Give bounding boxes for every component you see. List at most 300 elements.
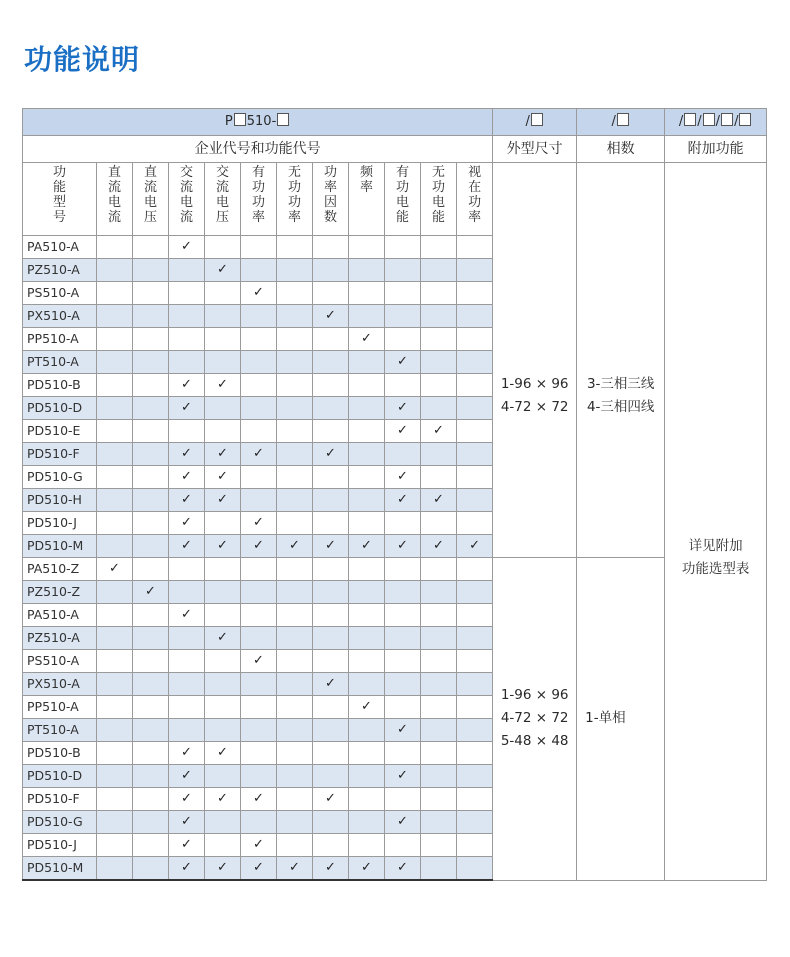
- code-format-cell: [23, 109, 493, 136]
- check-cell: [205, 765, 241, 788]
- function-header-cell: [241, 163, 277, 236]
- check-cell: [241, 719, 277, 742]
- check-cell: [133, 259, 169, 282]
- check-cell: [97, 374, 133, 397]
- model-cell: PA510-Z: [23, 558, 97, 581]
- check-cell: [205, 397, 241, 420]
- check-cell: [277, 374, 313, 397]
- check-icon: ✓: [325, 860, 336, 875]
- phase-option: 3-三相三线: [586, 376, 655, 393]
- check-cell: [133, 305, 169, 328]
- check-cell: [241, 581, 277, 604]
- check-cell: [97, 512, 133, 535]
- check-icon: ✓: [217, 538, 228, 553]
- extra-code-slash: /: [734, 114, 739, 129]
- check-cell: [349, 351, 385, 374]
- size-cell: [493, 163, 577, 236]
- check-cell: [313, 282, 349, 305]
- check-icon: ✓: [433, 538, 444, 553]
- check-cell: [421, 420, 457, 443]
- check-cell: [97, 397, 133, 420]
- check-cell: [241, 535, 277, 558]
- check-cell: [421, 765, 457, 788]
- check-icon: ✓: [397, 768, 408, 783]
- check-cell: [205, 535, 241, 558]
- check-cell: [277, 696, 313, 719]
- check-cell: [421, 627, 457, 650]
- check-cell: [169, 328, 205, 351]
- check-cell: [421, 489, 457, 512]
- model-cell: PS510-A: [23, 650, 97, 673]
- size-option: 5-48 × 48: [500, 733, 569, 750]
- check-cell: [457, 351, 493, 374]
- code-prefix: P: [224, 114, 233, 129]
- placeholder-box-icon: [721, 113, 733, 126]
- check-cell: [97, 604, 133, 627]
- check-cell: [349, 282, 385, 305]
- check-cell: [205, 581, 241, 604]
- function-header-label: 功率因数: [324, 165, 338, 225]
- check-cell: [97, 236, 133, 259]
- check-cell: [457, 673, 493, 696]
- check-cell: [349, 328, 385, 351]
- extra-cell: [665, 163, 767, 236]
- check-cell: [205, 420, 241, 443]
- check-cell: [349, 489, 385, 512]
- check-cell: [421, 811, 457, 834]
- model-cell: PX510-A: [23, 673, 97, 696]
- check-cell: [457, 558, 493, 581]
- function-header-label: 频率: [360, 165, 374, 195]
- check-cell: [277, 604, 313, 627]
- check-cell: [169, 351, 205, 374]
- model-cell: PA510-A: [23, 604, 97, 627]
- extra-note: 详见附加: [688, 537, 743, 554]
- check-cell: [421, 397, 457, 420]
- check-cell: [205, 512, 241, 535]
- check-icon: ✓: [181, 860, 192, 875]
- check-cell: [349, 834, 385, 857]
- check-icon: ✓: [325, 446, 336, 461]
- check-cell: [97, 535, 133, 558]
- check-cell: [457, 811, 493, 834]
- check-cell: [205, 259, 241, 282]
- check-cell: [313, 328, 349, 351]
- check-cell: [349, 650, 385, 673]
- check-icon: ✓: [253, 791, 264, 806]
- check-cell: [421, 282, 457, 305]
- check-cell: [421, 604, 457, 627]
- check-cell: [169, 650, 205, 673]
- function-header-label: 直流电压: [144, 165, 158, 225]
- check-cell: [97, 351, 133, 374]
- check-icon: ✓: [217, 377, 228, 392]
- check-icon: ✓: [397, 400, 408, 415]
- function-header-row: [23, 163, 767, 236]
- function-header-cell: [97, 163, 133, 236]
- check-icon: ✓: [397, 722, 408, 737]
- function-header-label: 直流电流: [108, 165, 122, 225]
- check-cell: [349, 236, 385, 259]
- check-icon: ✓: [325, 676, 336, 691]
- check-cell: [313, 489, 349, 512]
- model-cell: PD510-G: [23, 466, 97, 489]
- check-cell: [241, 627, 277, 650]
- check-cell: [169, 397, 205, 420]
- check-cell: [385, 443, 421, 466]
- check-cell: [349, 259, 385, 282]
- model-cell: PD510-D: [23, 397, 97, 420]
- check-cell: [385, 328, 421, 351]
- function-header-cell: [349, 163, 385, 236]
- check-cell: [349, 420, 385, 443]
- check-cell: [457, 443, 493, 466]
- check-icon: ✓: [361, 699, 372, 714]
- check-icon: ✓: [397, 814, 408, 829]
- check-cell: [385, 742, 421, 765]
- check-cell: [385, 650, 421, 673]
- check-cell: [169, 466, 205, 489]
- function-header-cell: [385, 163, 421, 236]
- check-icon: ✓: [433, 423, 444, 438]
- check-cell: [313, 742, 349, 765]
- check-cell: [349, 742, 385, 765]
- check-cell: [169, 627, 205, 650]
- check-cell: [457, 397, 493, 420]
- check-cell: [133, 719, 169, 742]
- check-icon: ✓: [469, 538, 481, 553]
- check-cell: [313, 673, 349, 696]
- check-cell: [97, 742, 133, 765]
- size-option: 1-96 × 96: [500, 376, 569, 393]
- check-icon: ✓: [181, 837, 192, 852]
- check-cell: [457, 788, 493, 811]
- placeholder-box-icon: [234, 113, 246, 126]
- model-header-cell: [23, 163, 97, 236]
- check-cell: [421, 834, 457, 857]
- check-cell: [457, 604, 493, 627]
- check-cell: [421, 466, 457, 489]
- check-cell: [169, 696, 205, 719]
- check-cell: [313, 374, 349, 397]
- check-cell: [241, 857, 277, 881]
- check-cell: [241, 765, 277, 788]
- check-icon: ✓: [217, 446, 228, 461]
- check-cell: [241, 351, 277, 374]
- check-cell: [313, 305, 349, 328]
- check-cell: [349, 397, 385, 420]
- extra-lines: [665, 535, 766, 581]
- check-cell: [313, 719, 349, 742]
- check-cell: [133, 282, 169, 305]
- check-cell: [457, 236, 493, 259]
- check-cell: [457, 857, 493, 881]
- check-cell: [205, 811, 241, 834]
- size-code-cell: [493, 109, 577, 136]
- check-cell: [205, 650, 241, 673]
- page-title: 功能说明: [24, 43, 141, 76]
- model-cell: PD510-G: [23, 811, 97, 834]
- check-cell: [97, 650, 133, 673]
- code-mid: 510-: [246, 114, 277, 129]
- size-cell: [493, 558, 577, 881]
- check-cell: [133, 811, 169, 834]
- check-icon: ✓: [253, 285, 264, 300]
- check-cell: [277, 466, 313, 489]
- check-cell: [169, 765, 205, 788]
- model-cell: PS510-A: [23, 282, 97, 305]
- check-cell: [457, 742, 493, 765]
- check-cell: [241, 420, 277, 443]
- check-cell: [385, 236, 421, 259]
- code-row: [23, 109, 767, 136]
- check-cell: [133, 420, 169, 443]
- check-cell: [385, 351, 421, 374]
- check-icon: ✓: [397, 492, 408, 507]
- model-cell: PD510-M: [23, 535, 97, 558]
- function-header-cell: [205, 163, 241, 236]
- check-cell: [205, 558, 241, 581]
- check-cell: [277, 259, 313, 282]
- check-cell: [313, 834, 349, 857]
- check-cell: [385, 627, 421, 650]
- check-icon: ✓: [253, 837, 264, 852]
- check-icon: ✓: [361, 860, 372, 875]
- phase-code-slash: /: [611, 114, 616, 129]
- check-cell: [313, 627, 349, 650]
- table-row: [23, 236, 767, 259]
- check-cell: [133, 535, 169, 558]
- model-cell: PP510-A: [23, 696, 97, 719]
- check-cell: [313, 466, 349, 489]
- model-cell: PA510-A: [23, 236, 97, 259]
- check-cell: [313, 765, 349, 788]
- check-icon: ✓: [145, 584, 156, 599]
- extra-code-slash: /: [715, 114, 721, 129]
- check-cell: [385, 512, 421, 535]
- check-cell: [97, 443, 133, 466]
- check-cell: [385, 581, 421, 604]
- phase-cell: [577, 163, 665, 236]
- check-icon: ✓: [181, 377, 192, 392]
- check-cell: [241, 397, 277, 420]
- check-cell: [205, 742, 241, 765]
- check-cell: [457, 765, 493, 788]
- check-cell: [349, 443, 385, 466]
- check-cell: [421, 742, 457, 765]
- check-cell: [241, 673, 277, 696]
- check-icon: ✓: [217, 791, 228, 806]
- check-cell: [205, 443, 241, 466]
- check-cell: [97, 259, 133, 282]
- phase-option: 4-三相四线: [586, 399, 655, 416]
- model-cell: PD510-H: [23, 489, 97, 512]
- check-cell: [421, 328, 457, 351]
- check-cell: [241, 742, 277, 765]
- check-cell: [277, 857, 313, 881]
- check-cell: [133, 351, 169, 374]
- check-cell: [133, 788, 169, 811]
- check-cell: [313, 535, 349, 558]
- check-cell: [97, 282, 133, 305]
- check-cell: [205, 466, 241, 489]
- check-cell: [169, 558, 205, 581]
- check-cell: [385, 765, 421, 788]
- check-cell: [277, 397, 313, 420]
- check-cell: [133, 765, 169, 788]
- check-cell: [97, 466, 133, 489]
- check-icon: ✓: [253, 446, 264, 461]
- check-cell: [205, 236, 241, 259]
- function-header-cell: [313, 163, 349, 236]
- check-cell: [97, 489, 133, 512]
- extra-cell: [665, 236, 767, 881]
- check-cell: [385, 374, 421, 397]
- check-cell: [457, 719, 493, 742]
- model-cell: PT510-A: [23, 351, 97, 374]
- check-cell: [385, 305, 421, 328]
- check-cell: [133, 742, 169, 765]
- check-cell: [169, 811, 205, 834]
- check-cell: [241, 834, 277, 857]
- check-cell: [169, 236, 205, 259]
- check-cell: [241, 696, 277, 719]
- check-cell: [421, 857, 457, 881]
- check-cell: [97, 627, 133, 650]
- check-cell: [385, 673, 421, 696]
- check-cell: [385, 834, 421, 857]
- size-option: 1-96 × 96: [500, 687, 569, 704]
- model-cell: PD510-J: [23, 834, 97, 857]
- function-header-label: 视在功率: [468, 165, 482, 225]
- check-cell: [313, 443, 349, 466]
- check-cell: [421, 374, 457, 397]
- check-cell: [133, 466, 169, 489]
- check-icon: ✓: [181, 768, 192, 783]
- check-cell: [169, 535, 205, 558]
- check-cell: [457, 305, 493, 328]
- model-cell: PD510-F: [23, 788, 97, 811]
- check-cell: [349, 305, 385, 328]
- check-cell: [277, 811, 313, 834]
- check-cell: [97, 765, 133, 788]
- check-cell: [241, 259, 277, 282]
- check-cell: [457, 282, 493, 305]
- check-cell: [97, 558, 133, 581]
- function-header-label: 交流电压: [216, 165, 230, 225]
- check-cell: [97, 834, 133, 857]
- extra-code-slash: /: [678, 114, 684, 129]
- phase-cell: [577, 558, 665, 881]
- check-cell: [133, 696, 169, 719]
- check-cell: [205, 834, 241, 857]
- check-cell: [421, 512, 457, 535]
- check-cell: [313, 788, 349, 811]
- check-cell: [277, 443, 313, 466]
- check-icon: ✓: [217, 492, 228, 507]
- check-cell: [313, 581, 349, 604]
- check-icon: ✓: [397, 354, 408, 369]
- check-cell: [277, 420, 313, 443]
- check-cell: [241, 236, 277, 259]
- check-cell: [457, 512, 493, 535]
- check-cell: [313, 512, 349, 535]
- check-cell: [349, 673, 385, 696]
- model-cell: PD510-E: [23, 420, 97, 443]
- check-cell: [169, 420, 205, 443]
- check-icon: ✓: [217, 469, 228, 484]
- check-cell: [205, 351, 241, 374]
- check-icon: ✓: [397, 423, 408, 438]
- model-cell: PZ510-A: [23, 259, 97, 282]
- check-cell: [457, 535, 493, 558]
- check-cell: [277, 627, 313, 650]
- check-cell: [349, 535, 385, 558]
- check-cell: [169, 719, 205, 742]
- phase-header: 相数: [577, 136, 665, 163]
- check-cell: [133, 834, 169, 857]
- check-cell: [133, 673, 169, 696]
- check-cell: [241, 443, 277, 466]
- check-cell: [313, 857, 349, 881]
- check-cell: [97, 811, 133, 834]
- function-header-cell: [133, 163, 169, 236]
- check-cell: [97, 788, 133, 811]
- check-cell: [205, 282, 241, 305]
- check-cell: [133, 558, 169, 581]
- check-cell: [277, 742, 313, 765]
- check-icon: ✓: [109, 561, 120, 576]
- check-cell: [421, 305, 457, 328]
- check-cell: [241, 374, 277, 397]
- check-cell: [457, 834, 493, 857]
- check-cell: [277, 351, 313, 374]
- size-option: 4-72 × 72: [500, 399, 569, 416]
- check-icon: ✓: [217, 262, 228, 277]
- check-cell: [313, 236, 349, 259]
- check-cell: [457, 650, 493, 673]
- check-cell: [421, 696, 457, 719]
- check-icon: ✓: [181, 745, 192, 760]
- size-cell: [493, 236, 577, 558]
- check-cell: [385, 811, 421, 834]
- check-cell: [457, 489, 493, 512]
- model-cell: PP510-A: [23, 328, 97, 351]
- extra-note: 功能选型表: [681, 560, 750, 577]
- check-cell: [349, 466, 385, 489]
- check-cell: [205, 696, 241, 719]
- check-cell: [349, 696, 385, 719]
- check-cell: [277, 650, 313, 673]
- check-icon: ✓: [253, 653, 264, 668]
- check-cell: [133, 627, 169, 650]
- check-cell: [133, 650, 169, 673]
- check-cell: [385, 719, 421, 742]
- check-cell: [349, 811, 385, 834]
- check-cell: [133, 489, 169, 512]
- model-cell: PZ510-A: [23, 627, 97, 650]
- size-lines: [493, 684, 576, 753]
- check-cell: [385, 696, 421, 719]
- check-cell: [385, 397, 421, 420]
- size-header: 外型尺寸: [493, 136, 577, 163]
- check-cell: [169, 489, 205, 512]
- check-cell: [313, 811, 349, 834]
- check-icon: ✓: [361, 331, 372, 346]
- check-icon: ✓: [181, 515, 192, 530]
- check-cell: [97, 696, 133, 719]
- check-cell: [133, 328, 169, 351]
